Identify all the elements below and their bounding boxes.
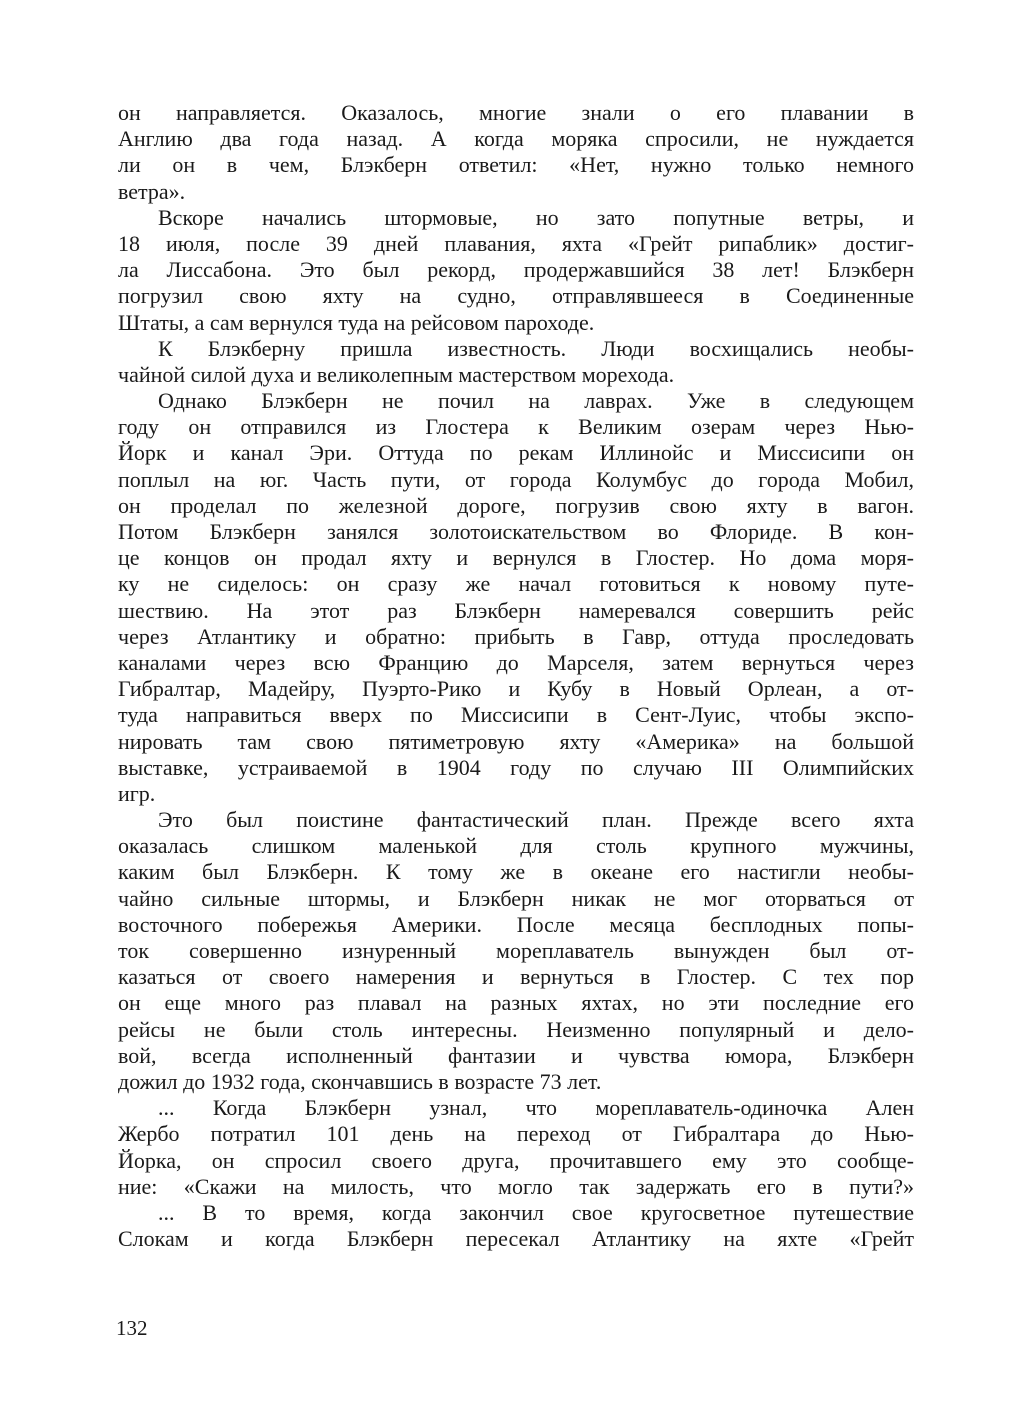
text-line: году он отправился из Глостера к Великим озерам через Нью- [118, 414, 914, 440]
text-line: ветра». [118, 178, 186, 204]
page-number: 132 [116, 1316, 148, 1340]
paragraph [118, 388, 914, 807]
text-line: К Блэкберну пришла известность. Люди восхищались необы- [158, 335, 914, 361]
text-line: Это был поистине фантастический план. Прежде всего яхта [158, 807, 914, 833]
text-line: восточного побережья Америки. После месяца бесплодных попы- [118, 911, 914, 937]
paragraph [118, 336, 914, 388]
text-line: через Атлантику и обратно: прибыть в Гавр, оттуда проследовать [118, 623, 914, 649]
text-line: Жербо потратил 101 день на переход от Гибралтара до Нью- [118, 1121, 914, 1147]
text-line: ла Лиссабона. Это был рекорд, продержавшийся 38 лет! Блэкберн [118, 257, 914, 283]
text-line: каким был Блэкберн. К тому же в океане его настигли необы- [118, 859, 914, 885]
text-line: Штаты, а сам вернулся туда на рейсовом пароходе. [118, 309, 595, 335]
text-line: ... В то время, когда закончил свое кругосветное путешествие [158, 1199, 914, 1225]
text-line: ку не сиделось: он сразу же начал готовиться к новому путе- [118, 571, 914, 597]
text-line: Однако Блэкберн не почил на лаврах. Уже в следующем [158, 388, 914, 414]
page-body [118, 100, 914, 1252]
text-line: рейсы не были столь интересны. Неизменно популярный и дело- [118, 1016, 914, 1042]
text-line: ток совершенно изнуренный мореплаватель вынужден был от- [118, 938, 914, 963]
text-line: он еще много раз плавал на разных яхтах, но эти последние его [118, 990, 914, 1016]
text-line: чайно сильные штормы, и Блэкберн никак не мог оторваться от [118, 885, 914, 911]
text-line: выставке, устраиваемой в 1904 году по случаю III Олимпийских [118, 754, 914, 780]
text-line: ... Когда Блэкберн узнал, что мореплаватель-одиночка Ален [158, 1095, 914, 1121]
paragraph [118, 205, 914, 336]
paragraph [118, 1200, 914, 1252]
text-line: шествию. На этот раз Блэкберн намеревался совершить рейс [118, 597, 914, 623]
paragraph [118, 807, 914, 1095]
text-line: Вскоре начались штормовые, но зато попутные ветры, и [158, 204, 914, 230]
text-line: чайной силой духа и великолепным мастерством морехода. [118, 361, 675, 387]
text-line: игр. [118, 780, 156, 806]
text-line: погрузил свою яхту на судно, отправлявшееся в Соединенные [118, 283, 914, 309]
text-line: Йорка, он спросил своего друга, прочитавшего ему это сообще- [118, 1147, 914, 1173]
text-line: 18 июля, после 39 дней плавания, яхта «Грейт рипаблик» достиг- [118, 230, 914, 256]
text-line: Англию два года назад. А когда моряка спросили, не нуждается [118, 126, 914, 152]
text-line: оказалась слишком маленькой для столь крупного мужчины, [118, 833, 914, 859]
paragraph [118, 100, 914, 205]
text-line: Слокам и когда Блэкберн пересекал Атлантику на яхте «Грейт [118, 1226, 914, 1252]
text-line: поплыл на юг. Часть пути, от города Колумбус до города Мобил, [118, 466, 914, 492]
text-line: Гибралтар, Мадейру, Пуэрто-Рико и Кубу в Новый Орлеан, а от- [118, 676, 914, 702]
text-line: це концов он продал яхту и вернулся в Глостер. Но дома моря- [118, 545, 914, 571]
text-line: каналами через всю Францию до Марселя, затем вернуться через [118, 649, 914, 675]
text-line: Потом Блэкберн занялся золотоискательством во Флориде. В кон- [118, 519, 914, 544]
text-line: он направляется. Оказалось, многие знали о его плавании в [118, 100, 914, 125]
text-line: ли он в чем, Блэкберн ответил: «Нет, нужно только немного [118, 152, 914, 178]
text-line: туда направиться вверх по Миссисипи в Сент-Луис, чтобы экспо- [118, 702, 914, 728]
paragraph [118, 1095, 914, 1200]
text-line: вой, всегда исполненный фантазии и чувства юмора, Блэкберн [118, 1042, 914, 1068]
text-line: дожил до 1932 года, скончавшись в возрасте 73 лет. [118, 1068, 602, 1094]
text-line: он проделал по железной дороге, погрузив свою яхту в вагон. [118, 492, 914, 518]
text-line: ние: «Скажи на милость, что могло так задержать его в пути?» [118, 1173, 914, 1199]
text-line: казаться от своего намерения и вернуться в Глостер. С тех пор [118, 964, 914, 990]
text-line: Йорк и канал Эри. Оттуда по рекам Иллинойс и Миссисипи он [118, 440, 914, 466]
text-line: нировать там свою пятиметровую яхту «Америка» на большой [118, 728, 914, 754]
